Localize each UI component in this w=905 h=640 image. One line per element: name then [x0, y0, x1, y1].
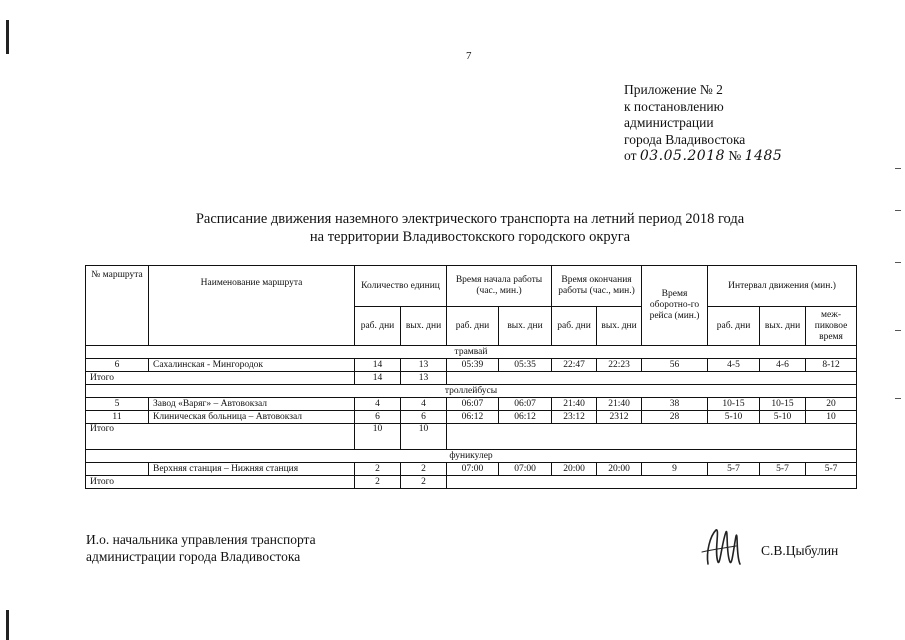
units-work-cell: 4: [355, 398, 401, 411]
scan-edge-dash: [895, 398, 901, 399]
subheader-work-days: раб. дни: [708, 307, 760, 346]
interval-offpeak-cell: 8-12: [806, 359, 857, 372]
scan-edge-dash: [895, 168, 901, 169]
header-units: Количество единиц: [355, 266, 447, 307]
total-units-work: 14: [355, 372, 401, 385]
appendix-date-line: [624, 148, 782, 165]
units-weekend-cell: 13: [401, 359, 447, 372]
date-prefix: от: [624, 148, 637, 163]
route-name-cell: Сахалинская - Мингородок: [149, 359, 355, 372]
signatory-title-line: И.о. начальника управления транспорта: [86, 532, 316, 547]
signatory-title-line: администрации города Владивостока: [86, 549, 301, 564]
scan-edge-mark: [6, 20, 9, 54]
subheader-off-peak: меж-пиковое время: [806, 307, 857, 346]
interval-offpeak-cell: 20: [806, 398, 857, 411]
turnaround-cell: 9: [642, 463, 708, 476]
scan-edge-dash: [895, 330, 901, 331]
subheader-weekend-days: вых. дни: [760, 307, 806, 346]
end-work-cell: 21:40: [552, 398, 597, 411]
start-weekend-cell: 05:35: [499, 359, 552, 372]
interval-work-cell: 5-10: [708, 411, 760, 424]
interval-work-cell: 10-15: [708, 398, 760, 411]
handwritten-number: 1485: [744, 148, 783, 164]
interval-work-cell: 5-7: [708, 463, 760, 476]
interval-weekend-cell: 4-6: [760, 359, 806, 372]
end-work-cell: 20:00: [552, 463, 597, 476]
category-trolleybus: троллейбусы: [86, 385, 857, 398]
subheader-weekend-days: вых. дни: [597, 307, 642, 346]
appendix-line: к постановлению: [624, 98, 724, 114]
total-units-work: 10: [355, 424, 401, 450]
number-prefix: №: [728, 148, 742, 163]
title-line: на территории Владивостокского городского округа: [309, 229, 631, 245]
appendix-block: [624, 82, 782, 165]
end-weekend-cell: 20:00: [597, 463, 642, 476]
route-name-cell: Завод «Варяг» – Автовокзал: [149, 398, 355, 411]
route-name-cell: Верхняя станция – Нижняя станция: [149, 463, 355, 476]
header-turnaround: Время оборотно-го рейса (мин.): [642, 266, 708, 346]
table-row: [86, 463, 857, 476]
turnaround-cell: 38: [642, 398, 708, 411]
end-weekend-cell: 2312: [597, 411, 642, 424]
interval-weekend-cell: 5-10: [760, 411, 806, 424]
total-row: [86, 424, 857, 450]
start-work-cell: 07:00: [447, 463, 499, 476]
interval-offpeak-cell: 5-7: [806, 463, 857, 476]
handwritten-date: 03.05.2018: [639, 148, 726, 164]
total-units-weekend: 2: [401, 476, 447, 489]
total-units-work: 2: [355, 476, 401, 489]
category-row: [86, 385, 857, 398]
category-tram: трамвай: [86, 346, 857, 359]
subheader-work-days: раб. дни: [447, 307, 499, 346]
category-funicular: фуникулер: [86, 450, 857, 463]
signatory-name: С.В.Цыбулин: [761, 543, 839, 558]
table-row: [86, 411, 857, 424]
total-units-weekend: 10: [401, 424, 447, 450]
document-title: [80, 210, 860, 246]
start-work-cell: 06:07: [447, 398, 499, 411]
end-weekend-cell: 22:23: [597, 359, 642, 372]
interval-weekend-cell: 5-7: [760, 463, 806, 476]
units-weekend-cell: 4: [401, 398, 447, 411]
page-number: 7: [466, 50, 472, 62]
subheader-work-days: раб. дни: [355, 307, 401, 346]
interval-offpeak-cell: 10: [806, 411, 857, 424]
subheader-weekend-days: вых. дни: [499, 307, 552, 346]
header-interval: Интервал движения (мин.): [708, 266, 857, 307]
route-name-cell: Клиническая больница – Автовокзал: [149, 411, 355, 424]
total-label: Итого: [86, 424, 355, 450]
units-work-cell: 6: [355, 411, 401, 424]
interval-work-cell: 4-5: [708, 359, 760, 372]
appendix-line: администрации: [624, 115, 714, 130]
appendix-line: Приложение № 2: [624, 82, 723, 97]
table-row: [86, 359, 857, 372]
handwritten-signature: [700, 522, 750, 572]
route-no-cell: 5: [86, 398, 149, 411]
total-units-weekend: 13: [401, 372, 447, 385]
schedule-table: [85, 265, 857, 489]
start-work-cell: 05:39: [447, 359, 499, 372]
total-empty-cell: [447, 372, 857, 385]
total-empty-cell: [447, 476, 857, 489]
units-work-cell: 2: [355, 463, 401, 476]
start-weekend-cell: 06:07: [499, 398, 552, 411]
header-start-time: Время начала работы (час., мин.): [447, 266, 552, 307]
route-no-cell: [86, 463, 149, 476]
end-work-cell: 23:12: [552, 411, 597, 424]
table-row: [86, 398, 857, 411]
total-empty-cell: [447, 424, 857, 450]
route-no-cell: 11: [86, 411, 149, 424]
subheader-weekend-days: вых. дни: [401, 307, 447, 346]
header-row: [86, 266, 857, 307]
category-row: [86, 346, 857, 359]
subheader-work-days: раб. дни: [552, 307, 597, 346]
end-weekend-cell: 21:40: [597, 398, 642, 411]
units-weekend-cell: 2: [401, 463, 447, 476]
signatory-title: [86, 531, 316, 565]
start-work-cell: 06:12: [447, 411, 499, 424]
title-line: Расписание движения наземного электрического транспорта на летний период 2018 года: [195, 211, 745, 227]
end-work-cell: 22:47: [552, 359, 597, 372]
header-route-name: Наименование маршрута: [149, 266, 355, 346]
route-no-cell: 6: [86, 359, 149, 372]
total-row: [86, 372, 857, 385]
scan-edge-dash: [895, 210, 901, 211]
header-end-time: Время окончания работы (час., мин.): [552, 266, 642, 307]
total-label: Итого: [86, 476, 355, 489]
start-weekend-cell: 06:12: [499, 411, 552, 424]
turnaround-cell: 28: [642, 411, 708, 424]
interval-weekend-cell: 10-15: [760, 398, 806, 411]
scan-edge-mark: [6, 610, 9, 640]
start-weekend-cell: 07:00: [499, 463, 552, 476]
header-route-no: № маршрута: [86, 266, 149, 346]
scan-edge-dash: [895, 262, 901, 263]
total-row: [86, 476, 857, 489]
units-work-cell: 14: [355, 359, 401, 372]
turnaround-cell: 56: [642, 359, 708, 372]
units-weekend-cell: 6: [401, 411, 447, 424]
category-row: [86, 450, 857, 463]
total-label: Итого: [86, 372, 355, 385]
appendix-line: города Владивостока: [624, 131, 746, 147]
